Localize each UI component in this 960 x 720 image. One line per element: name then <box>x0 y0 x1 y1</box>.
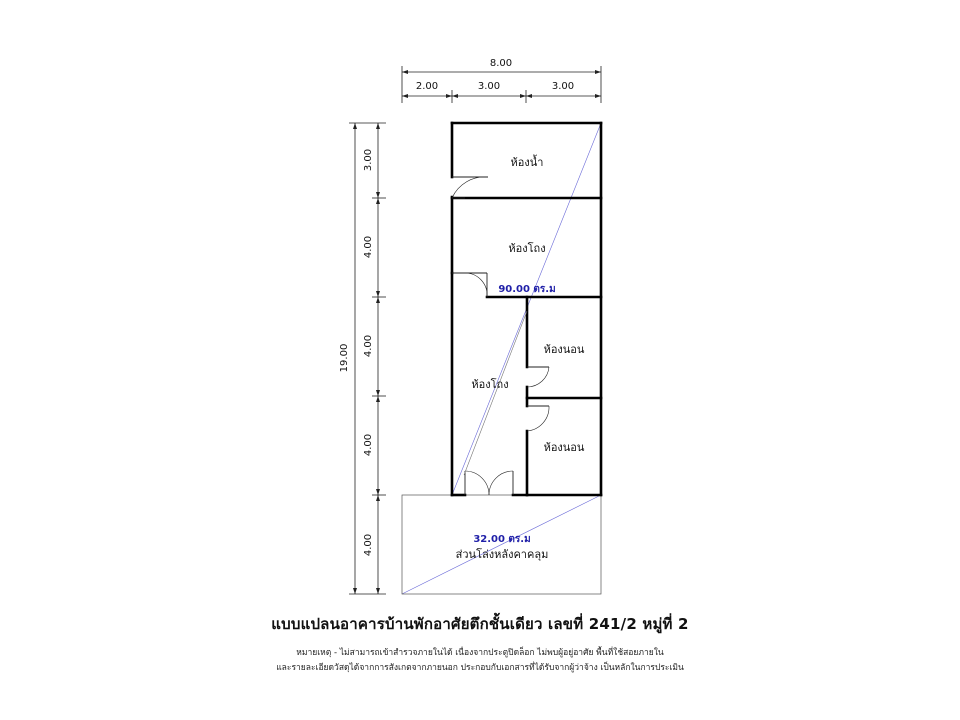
plan-title: แบบแปลนอาคารบ้านพักอาศัยตึกชั้นเดียว เลขที่ 241/2 หมู่ที่ 2 <box>271 615 689 633</box>
building-area-label: 90.00 ตร.ม <box>498 284 556 295</box>
room-label-carport: ส่วนโล่งหลังคาคลุม <box>455 548 549 561</box>
room-label-bathroom: ห้องน้ำ <box>510 156 544 169</box>
total-width-label: 8.00 <box>489 58 513 69</box>
room-label-bedroom-2: ห้องนอน <box>543 441 585 454</box>
length-segment-label: 4.00 <box>363 235 374 259</box>
length-segment-label: 4.00 <box>363 433 374 457</box>
note-line: หมายเหตุ - ไม่สามารถเข้าสำรวจภายในได้ เนื่องจากประตูปิดล็อก ไม่พบผู้อยู่อาศัย พื้นที่ใช้สอยภายใน <box>296 648 664 658</box>
length-segment-label: 4.00 <box>363 334 374 358</box>
door-swings <box>452 177 549 495</box>
bathroom-door-arc <box>452 177 488 198</box>
caption-notes <box>0 646 960 676</box>
note-line: และรายละเอียดวัสดุได้จากการสังเกตจากภายนอก ประกอบกับเอกสารที่ได้รับจากผู้ว่าจ้าง เป็นหลักในการประเมิน <box>276 663 684 673</box>
room-label-bedroom-1: ห้องนอน <box>543 343 585 356</box>
width-segment-label: 3.00 <box>551 81 575 92</box>
total-length-label: 19.00 <box>339 343 350 373</box>
carport-area-label: 32.00 ตร.ม <box>473 534 531 545</box>
room-label-hall-upper: ห้องโถง <box>508 242 546 255</box>
width-segment-label: 3.00 <box>477 81 501 92</box>
caption <box>0 612 960 676</box>
length-dimensions <box>349 123 386 594</box>
length-segment-label: 3.00 <box>363 148 374 172</box>
width-segment-label: 2.00 <box>415 81 439 92</box>
room-label-hall-lower: ห้องโถง <box>471 378 509 391</box>
length-segment-label: 4.00 <box>363 533 374 557</box>
hall-partition-line <box>464 311 527 475</box>
